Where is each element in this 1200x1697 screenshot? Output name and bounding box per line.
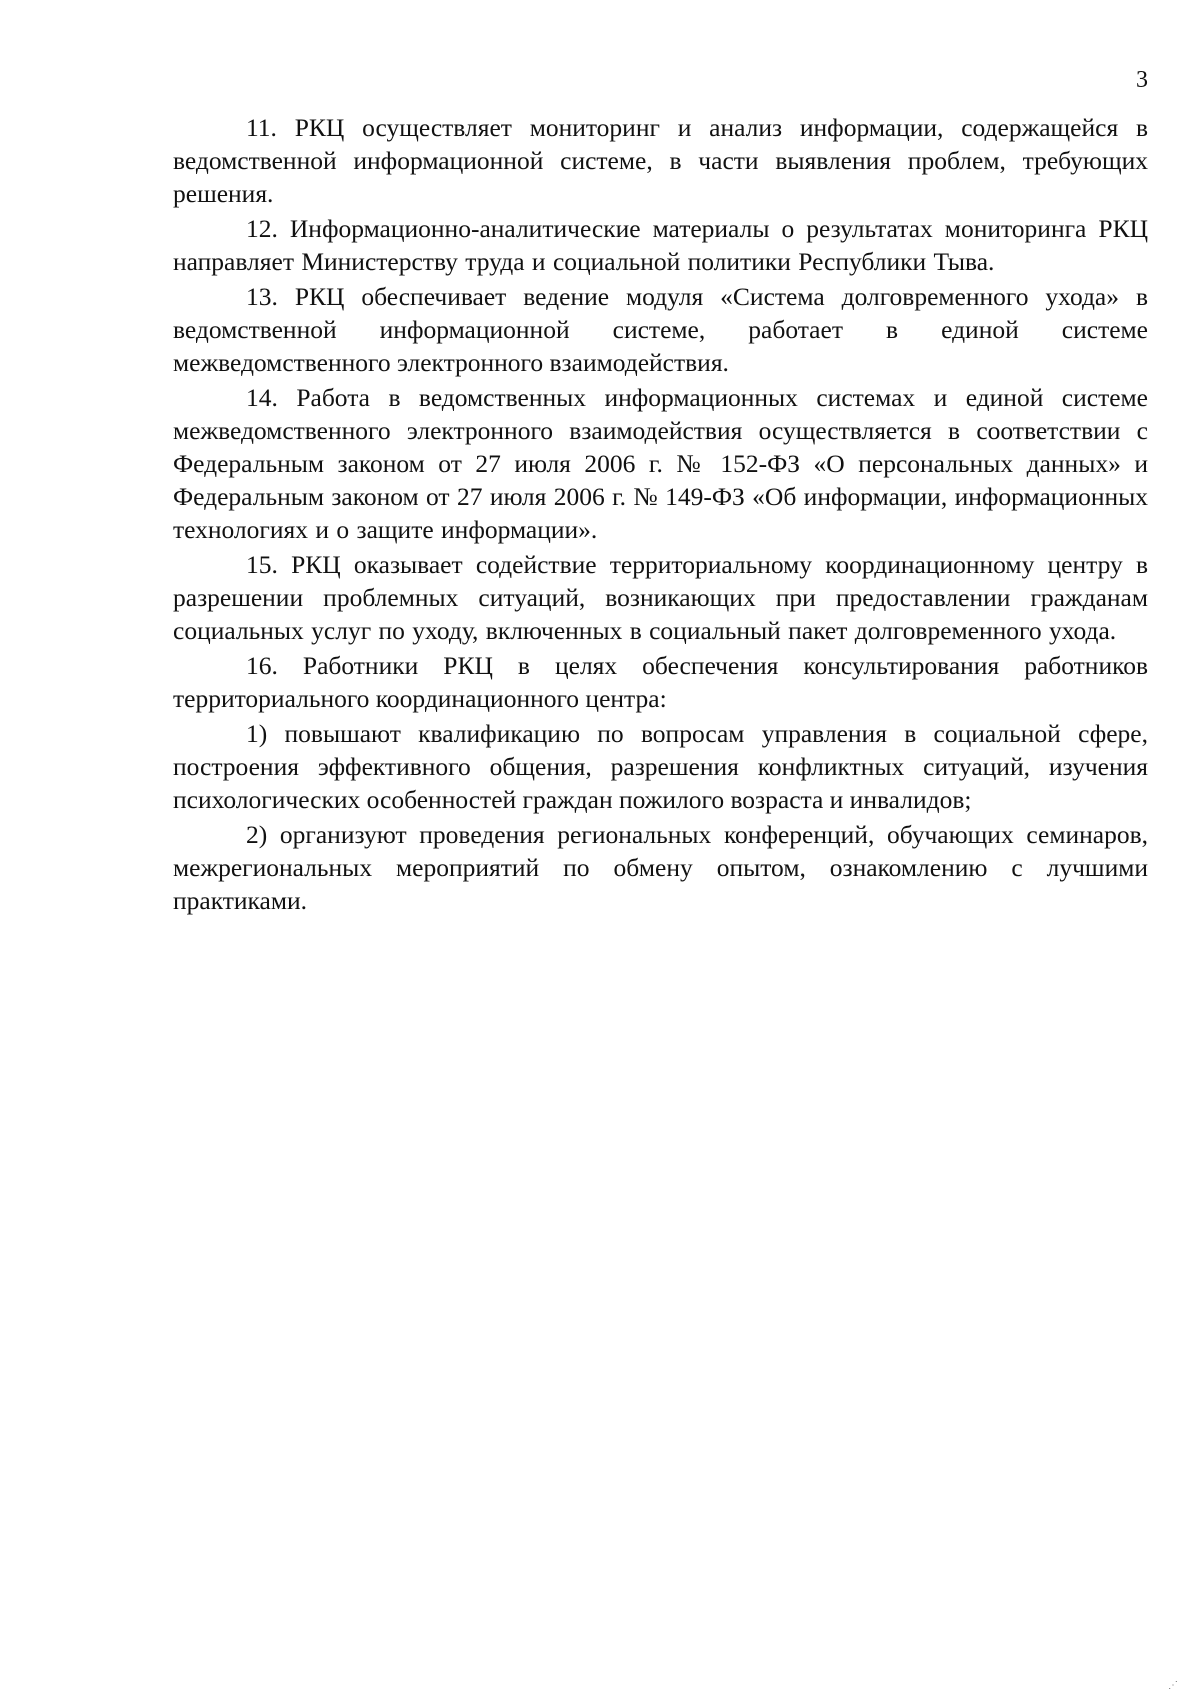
document-body bbox=[173, 111, 1148, 919]
paragraph-12: 12. Информационно-аналитические материалы о результатах мониторинга РКЦ направляет Министерству труда и социальной политики Республики Тыва. bbox=[173, 214, 1148, 276]
paragraph-14: 14. Работа в ведомственных информационных системах и единой системе межведомственного электронного взаимодействия осуществляется в соответствии с Федеральным законом от 27 июля 2006 г. № 152-ФЗ «О персональных данных» и Федеральным законом от 27 июля 2006 г. № 149-ФЗ «Об информации, информационных технологиях и о защите информации». bbox=[173, 383, 1149, 544]
list-item-1: 1) повышают квалификацию по вопросам управления в социальной сфере, построения эффективного общения, разрешения конфликтных ситуаций, изучения психологических особенностей граждан пожилого возраста и инвалидов; bbox=[173, 719, 1148, 814]
list-item-2: 2) организуют проведения региональных конференций, обучающих семинаров, межрегиональных мероприятий по обмену опытом, ознакомлению с лучшими практиками. bbox=[173, 820, 1148, 915]
paragraph-15: 15. РКЦ оказывает содействие территориальному координационному центру в разрешении проблемных ситуаций, возникающих при предоставлении гражданам социальных услуг по уходу, включенных в социальный пакет долговременного ухода. bbox=[173, 550, 1148, 645]
page-number: 3 bbox=[1136, 67, 1148, 93]
paragraph-13: 13. РКЦ обеспечивает ведение модуля «Система долговременного ухода» в ведомственной информационной системе, работает в единой системе межведомственного электронного взаимодействия. bbox=[173, 282, 1148, 377]
paragraph-11: 11. РКЦ осуществляет мониторинг и анализ информации, содержащейся в ведомственной информационной системе, в части выявления проблем, требующих решения. bbox=[173, 113, 1148, 208]
paragraph-16: 16. Работники РКЦ в целях обеспечения консультирования работников территориального координационного центра: bbox=[173, 651, 1148, 713]
scan-speck: ⋰ bbox=[1168, 1680, 1178, 1691]
